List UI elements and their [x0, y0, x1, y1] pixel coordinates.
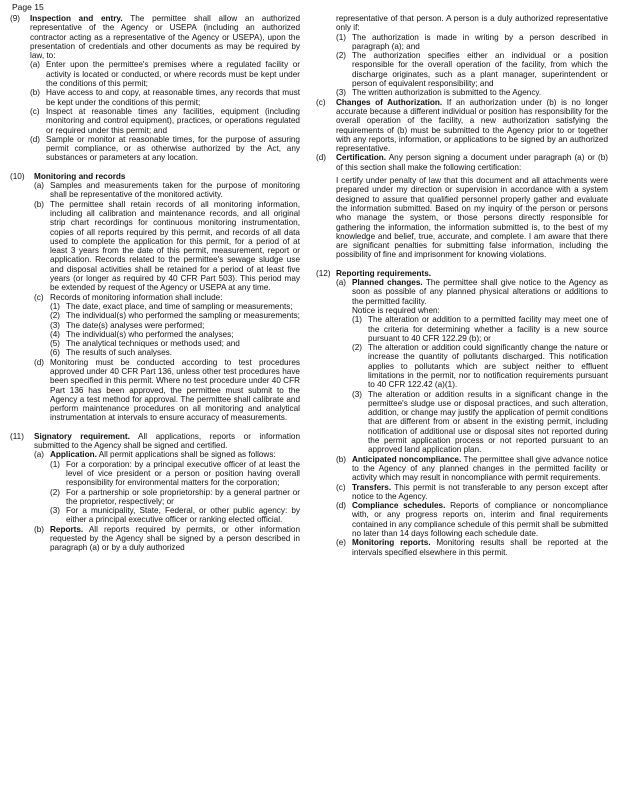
list-item: (a) Application. All permit applications shall be signed as follows: (1) For a corporation: by a principal executive officer of at least the level of vice president or a person or position having overall responsibility for environmental matters for the corporation; (2) For a partnership or sole proprietorship: by a general partner or the proprietor, respectively; or (3) For a municipality, State, Federal, or other public agency: by either a principal executive officer or ranking elected official. — [34, 450, 300, 525]
sub-list-item: (3) For a municipality, State, Federal, or other public agency: by either a principal executive officer or ranking elected official. — [50, 506, 300, 525]
section-11 — [10, 432, 300, 553]
list-item: (b) Anticipated noncompliance. The permittee shall give advance notice to the Agency of any planned changes in the permitted facility or activity which may result in noncompliance with permit requirements. — [336, 454, 608, 483]
sub-list-item: (4) The individual(s) who performed the analyses; — [50, 329, 234, 339]
section-number: (12) — [316, 268, 331, 278]
sub-list-item: (1) The authorization is made in writing by a person described in paragraph (a); and — [336, 32, 608, 51]
section-number: (10) — [10, 171, 25, 181]
sub-list-item: (1) The date, exact place, and time of sampling or measurements; — [50, 301, 293, 311]
sub-list-item: (2) The authorization specifies either an individual or a position responsible for the overall operation of the facility, from which the discharge originates, such as a plant manager, superintendent or person of equivalent responsibility; and — [336, 51, 608, 89]
sub-list-item: (3) The alteration or addition results in a significant change in the permittee's sludge use or disposal practices, and such alteration, addition, or change may justify the application of permit conditions that are different from or absent in the existing permit, including notification of additional use or disposal sites not reported during the permit application process or not reported pursuant to an approved land application plan. — [352, 389, 608, 455]
list-item: (b) Have access to and copy, at reasonable times, any records that must be kept under the conditions of this permit; — [30, 88, 300, 107]
section-9-intro: Inspection and entry. The permittee shall allow an authorized representative of the Agency or USEPA (including an authorized contractor acting as a representative of the Agency or USEPA), upon the presentation of credentials and other documents as may be required by law, to: — [30, 14, 300, 61]
continuation-block — [316, 14, 608, 98]
section-number: (9) — [10, 14, 21, 23]
list-item: (b) The permittee shall retain records of all monitoring information, including all calibration and maintenance records, and all original strip chart recordings for continuous monitoring instrumentation, copies of all reports required by this permit, and records of all data used to complete the application for this permit, for a period of at least 3 years from the date of this permit, measurement, report or application. Records related to the permittee's sewage sludge use and disposal activities shall be retained for a period of at least five years (or longer as required by 40 CFR Part 503). This period may be extended by request of the Agency or USEPA at any time. — [34, 199, 300, 293]
section-title: Inspection and entry. — [30, 14, 123, 23]
list-item: (c) Changes of Authorization. If an authorization under (b) is no longer accurate because a different individual or position has responsibility for the overall operation of the facility, a new authorization satisfying the requirements of (b) must be submitted to the Agency prior to or together with any reports, information, or applications to be signed by an authorized representative. — [316, 97, 608, 154]
list-item: (c) Inspect at reasonable times any facilities, equipment (including monitoring and control equipment), practices, or operations regulated or required under this permit; and — [30, 106, 300, 135]
list-item: (a) Planned changes. The permittee shall give notice to the Agency as soon as possible of any planned physical alterations or additions to the permitted facility. Notice is required when: (1) The alteration or addition to a permitted facility may meet one of the criteria for determining whether a facility is a new source pursuant to 40 CFR 122.29 (b); or (2) The alteration or addition could significantly change the nature or increase the quantity of pollutants discharged. This notification applies to pollutants which are subject neither to effluent limitations in the permit, nor to notification requirements pursuant to 40 CFR 122.42 (a)(1). (3) The alteration or addition results in a significant change in the permittee's sludge use or disposal practices, and such alteration, addition, or change may justify the application of permit conditions that are different from or absent in the existing permit, including notification of additional use or disposal sites not reported during the permit application process or not reported pursuant to an approved land application plan. — [336, 278, 608, 455]
section-number: (11) — [10, 431, 24, 441]
list-item: (e) Monitoring reports. Monitoring results shall be reported at the intervals specified elsewhere in this permit. — [336, 538, 608, 557]
page-number: Page 15 — [12, 2, 44, 12]
left-column — [10, 14, 300, 553]
certification-statement: I certify under penalty of law that this document and all attachments were prepared under my direction or supervision in accordance with a system designed to assure that qualified personnel properly gather and evaluate the information submitted. Based on my inquiry of the person or persons who manage the system, or those persons directly responsible for gathering the information, the information submitted is, to the best of my knowledge and belief, true, accurate, and complete. I am aware that there are significant penalties for submitting false information, including the possibility of fine and imprisonment for knowing violations. — [336, 176, 608, 260]
list-item: (d) Compliance schedules. Reports of compliance or noncompliance with, or any progress reports on, interim and final requirements contained in any compliance schedule of this permit shall be submitted no later than 14 days following each schedule date. — [336, 501, 608, 539]
sub-list-item: (5) The analytical techniques or methods used; and — [50, 339, 240, 349]
sub-list-item: (3) The date(s) analyses were performed; — [50, 320, 205, 330]
continuation-text: representative of that person. A person is a duly authorized representative only if: — [336, 14, 608, 33]
sub-list-item: (6) The results of such analyses. — [50, 348, 173, 358]
list-item: (d) Monitoring must be conducted according to test procedures approved under 40 CFR Part 136, unless other test procedures have been specified in this permit. Where no test procedure under 40 CFR Part 136 has been approved, the permittee must submit to the Agency a test method for approval. The permittee shall calibrate and perform maintenance procedures on all monitoring and analytical instrumentation at intervals to ensure accuracy of measurements. — [34, 357, 300, 423]
section-11-intro: Signatory requirement. All applications, reports or information submitted to the Agency shall be signed and certified. — [34, 431, 300, 451]
list-item: (c) Records of monitoring information shall include: (1) The date, exact place, and time of sampling or measurements; (2) The individual(s) who performed the sampling or measurements; (3) The date(s) analyses were performed; (4) The individual(s) who performed the analyses; (5) The analytical techniques or methods used; and (6) The results of such analyses. — [34, 292, 300, 358]
sub-list-item: (2) The alteration or addition could significantly change the nature or increase the quantity of pollutants discharged. This notification applies to pollutants which are subject neither to effluent limitations in the permit, nor to notification requirements pursuant to 40 CFR 122.42 (a)(1). — [352, 343, 608, 390]
list-item: (a) Samples and measurements taken for the purpose of monitoring shall be representative of the monitored activity. — [34, 181, 300, 200]
sub-list-item: (1) For a corporation: by a principal executive officer of at least the level of vice president or a person or position having overall responsibility for environmental matters for the corporation; — [50, 459, 300, 488]
sub-list-item: (2) For a partnership or sole proprietorship: by a general partner or the proprietor, respectively; or — [50, 487, 300, 506]
sub-list-item: (2) The individual(s) who performed the sampling or measurements; — [50, 311, 300, 321]
section-9 — [10, 14, 300, 163]
section-title: Signatory requirement. — [34, 431, 130, 441]
sub-list-item: (1) The alteration or addition to a permitted facility may meet one of the criteria for determining whether a facility is a new source pursuant to 40 CFR 122.29 (b); or — [352, 315, 608, 343]
section-title: Monitoring and records — [34, 171, 126, 181]
section-title: Reporting requirements. — [336, 268, 432, 278]
sub-list-item: (3) The written authorization is submitted to the Agency. — [336, 88, 542, 98]
list-item: (a) Enter upon the permittee's premises where a regulated facility or activity is located or conducted, or where records must be kept under the conditions of this permit; — [30, 60, 300, 89]
list-item: (b) Reports. All reports required by permits, or other information requested by the Agency shall be signed by a person described in paragraph (a) or by a duly authorized — [34, 524, 300, 553]
right-column — [316, 14, 608, 557]
section-10 — [10, 172, 300, 423]
list-item: (d) Certification. Any person signing a document under paragraph (a) or (b) of this section shall make the following certification: I certify under penalty of law that this document and all attachments were prepared under my direction or supervision in accordance with a system designed to assure that qualified personnel properly gather and evaluate the information submitted. Based on my inquiry of the person or persons who manage the system, or those persons directly responsible for gathering the information, the information submitted is, to the best of my knowledge and belief, true, accurate, and complete. I am aware that there are significant penalties for submitting false information, including the possibility of fine and imprisonment for knowing violations. — [316, 153, 608, 260]
section-12 — [316, 269, 608, 557]
list-item: (d) Sample or monitor at reasonable times, for the purpose of assuring permit compliance, or as otherwise authorized by the Act, any substances or parameters at any location. — [30, 134, 300, 163]
list-item: (c) Transfers. This permit is not transferable to any person except after notice to the Agency. — [336, 482, 608, 501]
